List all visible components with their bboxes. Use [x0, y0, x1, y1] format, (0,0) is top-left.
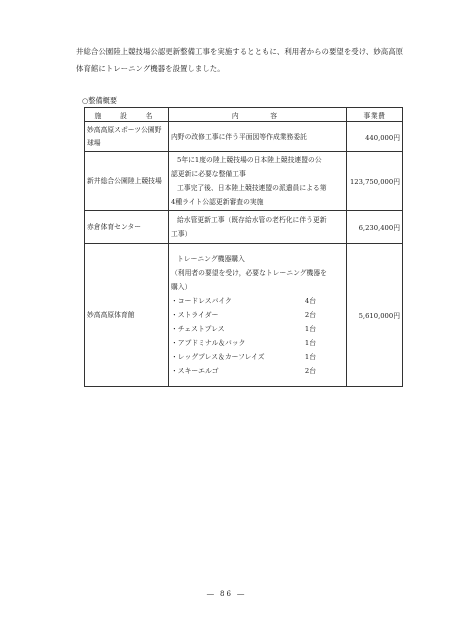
- header-facility: 施 設 名: [85, 108, 169, 122]
- facility-content: [169, 152, 347, 211]
- equipment-name: ・レッグプレス＆カーフレイズ: [171, 353, 265, 361]
- equipment-qty: 2台: [304, 311, 316, 319]
- equipment-name: ・ストライダー: [171, 311, 219, 319]
- table-row: [85, 211, 403, 244]
- facility-cost: 440,000円: [347, 122, 403, 152]
- facility-cost: 6,230,400円: [347, 211, 403, 244]
- content-line: 給水管更新工事（既存給水管の老朽化に伴う更新: [177, 216, 327, 224]
- equipment-item: [171, 364, 344, 378]
- equipment-qty: 1台: [304, 325, 316, 333]
- equipment-name: ・アブドミナル＆バック: [171, 339, 246, 347]
- table-row: [85, 152, 403, 211]
- facility-name: 妙高高原スポーツ公園野球場: [85, 122, 169, 152]
- equipment-qty: 1台: [304, 353, 316, 361]
- facility-cost: 5,610,000円: [347, 244, 403, 387]
- content-line: （利用者の要望を受け，必要なトレーニング機器を: [171, 269, 327, 277]
- equipment-qty: 4台: [304, 297, 316, 305]
- equipment-item: [171, 322, 344, 336]
- facility-table: [84, 107, 403, 387]
- table-header-row: [85, 108, 403, 122]
- facility-name: 赤倉体育センター: [85, 211, 169, 244]
- equipment-qty: 1台: [304, 339, 316, 347]
- equipment-qty: 2台: [304, 367, 316, 375]
- content-line: 4種ライト公認更新審査の実施: [171, 198, 264, 206]
- facility-content: [169, 211, 347, 244]
- page-number: ― 86 ―: [206, 590, 247, 598]
- intro-paragraph: 井総合公園陸上競技場公認更新整備工事を実施するとともに、利用者からの要望を受け、妙高高原体育館にトレーニング機器を設置しました。: [76, 47, 404, 73]
- content-line: 購入）: [171, 283, 192, 291]
- facility-name: 新井総合公園陸上競技場: [85, 152, 169, 211]
- header-cost: 事業費: [347, 108, 403, 122]
- table-row: [85, 122, 403, 152]
- section-heading: ○整備概要: [82, 96, 118, 105]
- content-line: 内野の改修工事に伴う平面図等作成業務委託: [171, 132, 307, 141]
- table-row: [85, 244, 403, 387]
- content-line: トレーニング機器購入: [177, 255, 245, 263]
- equipment-item: [171, 308, 344, 322]
- facility-name: 妙高高原体育館: [85, 244, 169, 387]
- facility-content: [169, 244, 347, 387]
- equipment-name: ・チェストプレス: [171, 325, 225, 333]
- equipment-item: [171, 294, 344, 308]
- equipment-name: ・コードレスバイク: [171, 297, 232, 305]
- content-line: 工事完了後、日本陸上競技連盟の派遣員による第: [177, 184, 327, 192]
- content-line: 5年に1度の陸上競技場の日本陸上競技連盟の公: [177, 156, 322, 164]
- header-content: 内 容: [169, 108, 347, 122]
- equipment-item: [171, 350, 344, 364]
- facility-cost: 123,750,000円: [347, 152, 403, 211]
- facility-content: [169, 122, 347, 152]
- content-line: 工事）: [171, 230, 192, 238]
- content-line: 認更新に必要な整備工事: [171, 170, 246, 178]
- equipment-item: [171, 336, 344, 350]
- equipment-name: ・スキーエルゴ: [171, 367, 219, 375]
